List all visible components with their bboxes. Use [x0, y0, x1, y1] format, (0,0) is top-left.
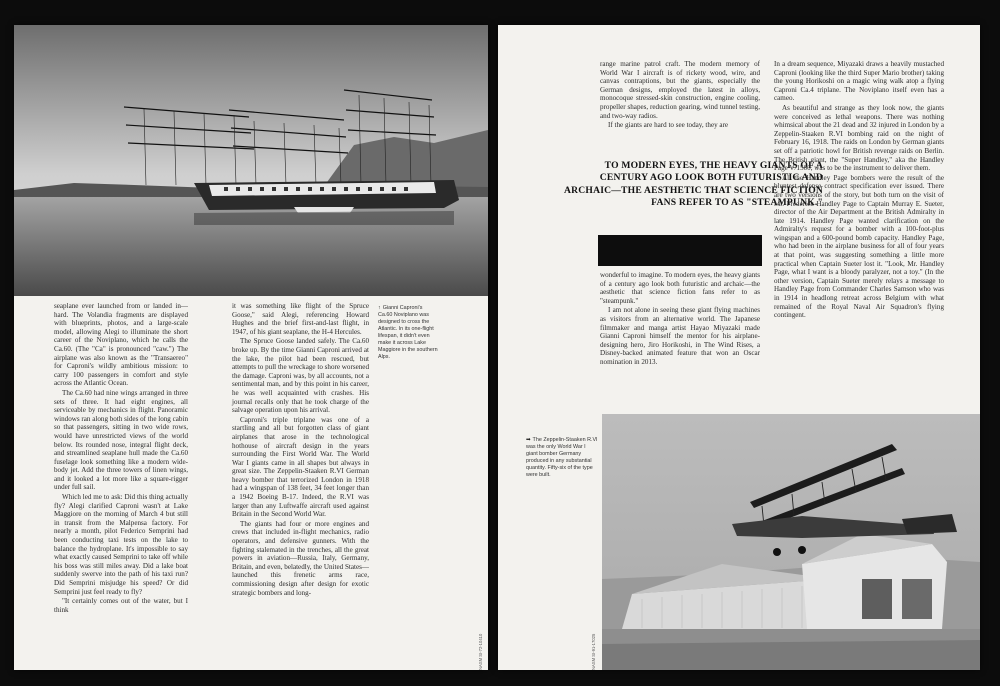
paragraph: it was something like flight of the Spruce Goose," said Alegi, referencing Howard Hughes and the brief first-and-last flight, in 1947, of his giant seaplane, the H-4 Hercules. — [232, 302, 369, 336]
zeppelin-staaken-photo — [602, 414, 980, 670]
paragraph: seaplane ever launched from or landed in—hard. The Volandia fragments are displayed with blueprints, photos, and a large-scale model, allowing Alegi to illuminate the short career of the Noviplano, which he calls the Ca.60. (The "Ca" is pronounced "caw.") The airplane was also known as the "Transaereo" for Caproni's wildly ambitious mission: to carry 100 passengers in comfort and style across the Atlantic Ocean. — [54, 302, 188, 388]
caption-arrow-icon: ↑ — [378, 305, 381, 311]
paragraph: I am not alone in seeing these giant flying machines as visitors from an alternative world. The Japanese filmmaker and manga artist Hayao Miyazaki made Gianni Caproni himself the mentor for his airplane-designing hero, Jiro Horikoshi, in The Wind Rises, a Disney-backed animated feature that won an Oscar nomination in 2013. — [600, 306, 760, 366]
paragraph: All the Handley Page bombers were the result of the bluntest defense contract specification ever issued. There are two versions of the story, but both turn on the visit of Mr. Frederick Handley Page to Captain Murray E. Sueter, director of the Air Department at the British Admiralty in late 1914. Handley Page wanted clarification on the Admiralty's request for a bomber with a 100-foot-plus wingspan and a 600-pound bomb capacity. Handley Page, who had been in the airplane business for all of four years at that point, was suggesting something a little more practical when Captain Sueter lost it. "Look, Mr. Handley Page, what I want is a bloody paralyzer, not a toy." (In the other version, Captain Sueter merely relays a message to Handley Page from Commander Charles Samson who was in 1914 in headlong retreat across Belgium with what remained of the Royal Naval Air Squadron's flying contingent. — [774, 173, 944, 320]
paragraph: wonderful to imagine. To modern eyes, the heavy giants of a century ago look both futuristic and archaic—the aesthetic that science fiction fans refer to as "steampunk." — [600, 271, 760, 305]
right-magazine-page — [498, 25, 980, 670]
photo-credit: NASM SI-91-17025 — [591, 633, 596, 670]
right-column-2 — [774, 60, 944, 321]
left-column-1 — [54, 302, 188, 615]
right-column-1-top — [600, 60, 760, 131]
caption-text: The Zeppelin-Staaken R.VI was the only World War I giant bomber Germany produced in any substantial quantity. Fifty-six of the type were built. — [526, 437, 598, 478]
paragraph: The Spruce Goose landed safely. The Ca.60 broke up. By the time Gianni Caproni arrived at the lake, the pilot had been rescued, but attempts to pull the wreckage to shore worsened the damage. Caproni was, by all accounts, not a sentimental man, and by this point in his career, he was well acquainted with crashes. His journal recalls only that he took charge of the salvage operation upon his arrival. — [232, 337, 369, 415]
paragraph: Caproni's triple triplane was one of a startling and all but forgotten class of giant airplanes that arose in the technological hothouse of aircraft design in the years surrounding the First World War. The World War I giants came in all shapes but always in great size. The Zeppelin-Staaken R.VI German heavy bomber that terrorized London in 1918 had a wingspan of 138 feet, 34 feet longer than a 1942 Boeing B-17. Indeed, the R.VI was larger than any Luftwaffe aircraft used against Britain in the Second World War. — [232, 415, 369, 519]
paragraph: In a dream sequence, Miyazaki draws a heavily mustached Caproni (looking like the third Super Mario brother) taking the young Horikoshi on a magic wing walk atop a flying Caproni Ca.4 triplane. The Noviplano itself even has a cameo. — [774, 60, 944, 103]
left-magazine-page — [14, 25, 488, 670]
pull-quote: TO MODERN EYES, THE HEAVY GIANTS OF A CENTURY AGO LOOK BOTH FUTURISTIC AND ARCHAIC—THE AESTHETIC THAT SCIENCE FICTION FANS REFER TO AS "STEAMPUNK." — [564, 160, 823, 209]
photo-credit: NASM SI-72-10410 — [478, 633, 483, 670]
paragraph: range marine patrol craft. The modern memory of World War I aircraft is of rickety wood, wire, and canvas contraptions, but the giants, especially the German designs, employed the latest in alloys, monocoque stressed-skin construction, engine cooling, propeller shapes, reduction gearing, wind tunnel testing, and two-way radios. — [600, 60, 760, 120]
paragraph: As beautiful and strange as they look now, the giants were conceived as lethal weapons. There was nothing whimsical about the 21 dead and 32 injured in London by a Zeppelin-Staaken R.VI bombing raid on the night of February 16, 1918. The raids on London by German giants set off a patriotic howl for British revenge raids on Berlin. The British giant, the "Super Handley," aka the Handley Page V/1500, was to be the instrument to deliver them. — [774, 103, 944, 173]
paragraph: The giants had four or more engines and crews that included in-flight mechanics, radio operators, and defensive gunners. With the fighting stalemated in the trenches, all the great powers in aviation—Russia, Italy, Germany, Britain, and even, belatedly, the United States—launched this frenetic arms race, commissioning design after design for exotic strategic bombers and long- — [232, 519, 369, 597]
left-column-2 — [232, 302, 369, 598]
zeppelin-photo-caption — [526, 437, 598, 479]
zeppelin-photo-graphic — [602, 414, 980, 670]
noviplano-seaplane-photo — [14, 25, 488, 296]
right-column-1-bottom — [600, 271, 760, 368]
paragraph: Which led me to ask: Did this thing actually fly? Alegi clarified Caproni wasn't at Lake Maggiore on the morning of March 4 but still in transit from the Malpensa factory. For nearly a month, pilot Federico Semprini had been conducting taxi tests on the lake to balance the hydroplane. It's impossible to say what exactly caused Semprini to take off while his boss was still miles away. Did a lake boat suddenly swerve into the path of his taxi run? Did Semprini misjudge his speed? Or did Semprini just feel ready to fly? — [54, 493, 188, 596]
caption-arrow-icon: ➡ — [526, 437, 531, 443]
paragraph: The Ca.60 had nine wings arranged in three sets of three. It had eight engines, all serviceable by mechanics in flight. Panoramic windows ran along both sides of the long cabin so that passengers, sitting in two wide rows, would have unrestricted views of the world below. Its rounded nose, integral flight deck, and streamlined seaplane hull made the Ca.60 fuselage look something like a modern wide-body jet. Add the three towers of linen wings, and it looked a lot more like a square-rigger under full sail. — [54, 388, 188, 492]
caption-text: Gianni Caproni's Ca.60 Noviplano was designed to cross the Atlantic. In its one-flight lifespan, it didn't even make it across Lake Maggiore in the southern Alps. — [378, 305, 438, 360]
paragraph: "It certainly comes out of the water, but I think — [54, 597, 188, 614]
redaction-bar — [598, 235, 762, 266]
noviplano-photo-caption — [378, 305, 438, 361]
paragraph: If the giants are hard to see today, they are — [608, 121, 729, 130]
noviplano-photo-graphic — [14, 25, 488, 296]
